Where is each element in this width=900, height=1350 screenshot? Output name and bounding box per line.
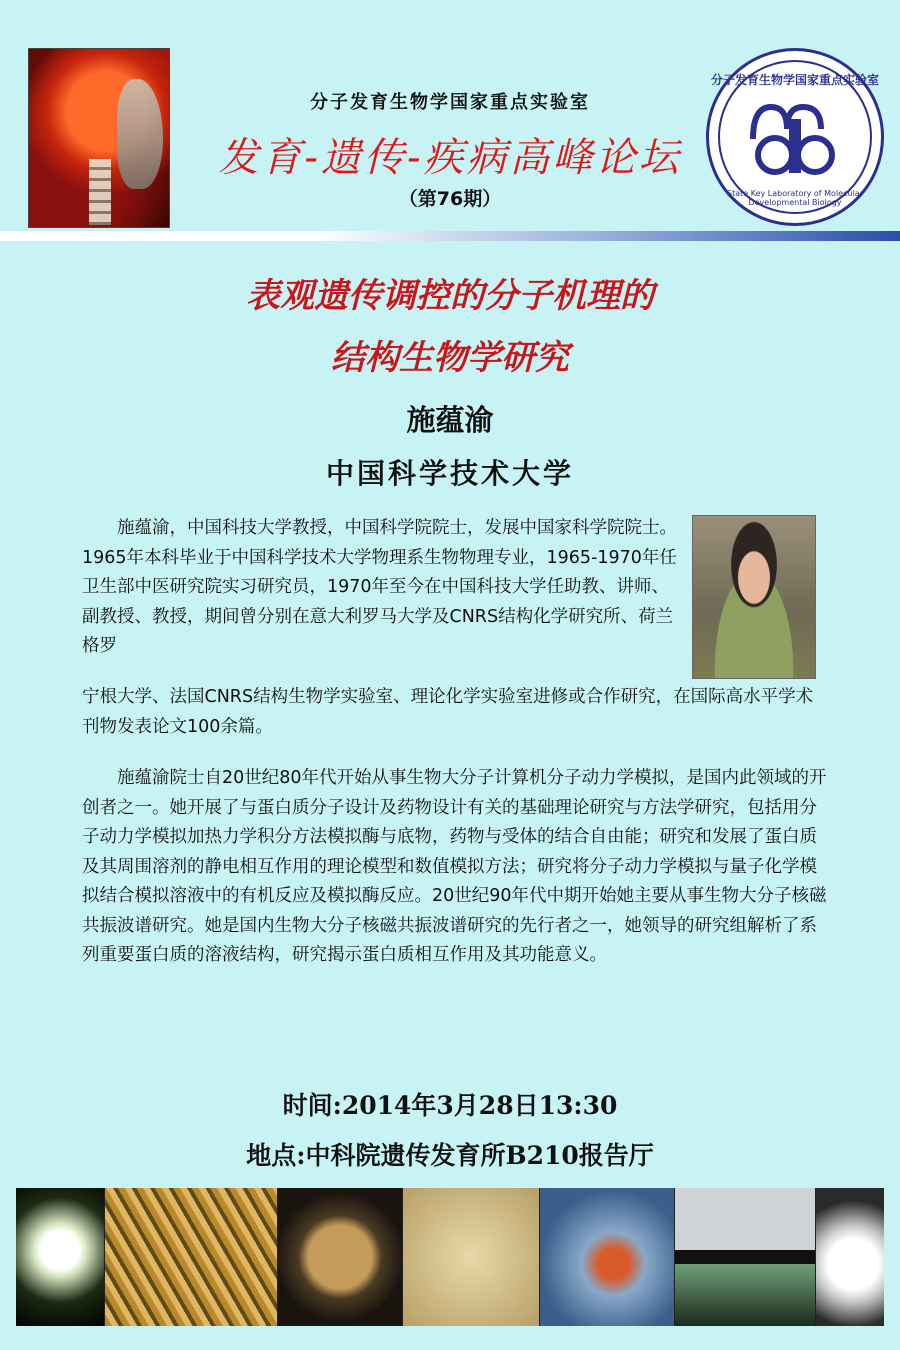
bio-paragraph-1-cont: [82, 683, 827, 742]
talk-title-line1: 表观遗传调控的分子机理的: [246, 276, 654, 316]
fruit-fly-image: [540, 1188, 675, 1326]
nematode-image: [403, 1188, 540, 1326]
arabidopsis-flower-image: [16, 1188, 105, 1326]
logo-text-en: State Key Laboratory of Molecular Developmental Biology: [727, 189, 863, 207]
lab-name: 分子发育生物学国家重点实验室: [310, 92, 590, 113]
issue-number: （第76期）: [398, 188, 502, 210]
model-organism-strip: [16, 1188, 884, 1326]
bio-text-2: 施蕴渝院士自20世纪80年代开始从事生物大分子计算机分子动力学模拟，是国内此领域的开创者之一。她开展了与蛋白质分子设计及药物设计有关的基础理论研究与方法学研究，包括用分子动力学模拟加热力学积分方法模拟酶与底物，药物与受体的结合自由能；研究和发展了蛋白质及其周围溶剂的静电相互作用的理论模型和数值模拟方法；研究将分子动力学模拟与量子化学模拟结合模拟溶液中的有机反应及模拟酶反应。20世纪90年代中期开始她主要从事生物大分子核磁共振波谱研究。她是国内生物大分子核磁共振波谱研究的先行者之一，她领导的研究组解析了系列重要蛋白质的溶液结构，研究揭示蛋白质相互作用及其功能意义。: [82, 768, 827, 965]
speaker-institution: 中国科学技术大学: [325, 457, 574, 490]
speaker-name: 施蕴渝: [406, 403, 494, 437]
mdb-monogram-icon: [743, 99, 847, 177]
zebrafish-image: [675, 1188, 816, 1326]
header-divider: [0, 231, 900, 241]
head-silhouette: [117, 79, 163, 189]
bio-paragraph-1: [82, 514, 682, 662]
speaker-photo: [692, 515, 816, 679]
event-time: 时间:2014年3月28日13:30: [282, 1091, 618, 1120]
spine-graphic: [89, 159, 111, 225]
event-place: 地点:中科院遗传发育所B210报告厅: [246, 1141, 654, 1170]
bio-text-1a: 施蕴渝，中国科技大学教授，中国科学院院士，发展中国家科学院院士。1965年本科毕业于中国科学技术大学物理系生物物理专业，1965-1970年任卫生部中医研究院实习研究员，1970年至今在中国科技大学任助教、讲师、副教授、教授，期间曾分别在意大利罗马大学及CNRS结构化学研究所、荷兰格罗: [82, 518, 677, 656]
bio-paragraph-2: [82, 764, 827, 971]
talk-title-line2: 结构生物学研究: [331, 338, 569, 378]
rice-image: [105, 1188, 278, 1326]
brain-scan-image: [28, 48, 170, 228]
mouse-image: [816, 1188, 884, 1326]
forum-title: 发育-遗传-疾病高峰论坛: [218, 135, 682, 181]
lab-logo: [706, 48, 884, 226]
embryo-image: [278, 1188, 403, 1326]
bio-text-1b: 宁根大学、法国CNRS结构生物学实验室、理论化学实验室进修或合作研究，在国际高水平学术刊物发表论文100余篇。: [82, 687, 814, 737]
logo-text-cn: 分子发育生物学国家重点实验室: [710, 73, 879, 87]
